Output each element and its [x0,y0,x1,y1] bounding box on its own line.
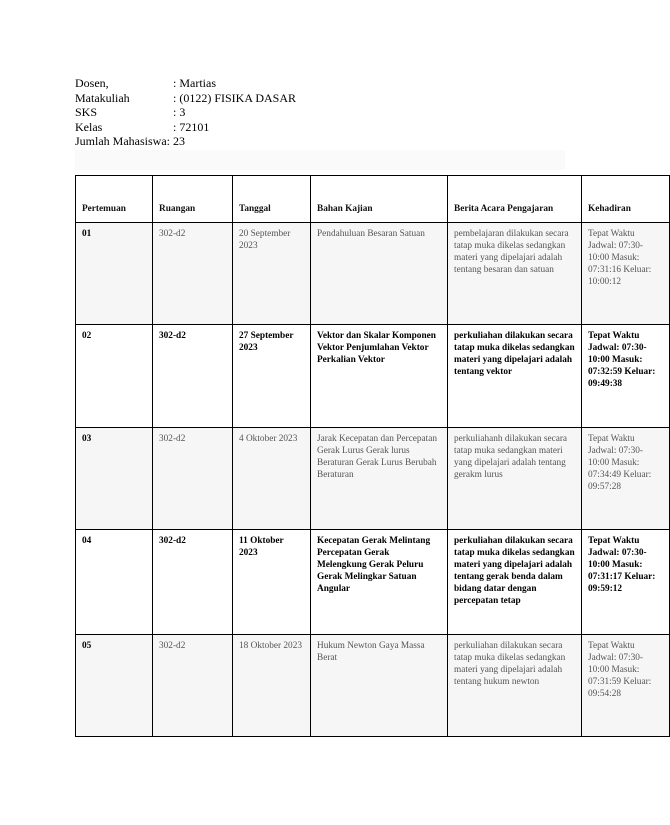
cell-tanggal: 18 Oktober 2023 [233,635,311,737]
cell-bahan-kajian: Vektor dan Skalar Komponen Vektor Penjumlahan Vektor Perkalian Vektor [311,325,448,428]
cell-berita-acara: perkuliahan dilakukan secara tatap muka dikelas sedangkan materi yang dipelajari adalah tentang vektor [448,325,582,428]
column-header-ruangan: Ruangan [153,176,233,223]
table-header-row [76,176,670,223]
cell-pertemuan: 04 [76,530,153,635]
table-row [76,325,670,428]
cell-berita-acara: perkuliahan dilakukan secara tatap muka dikelas sedangkan materi yang dipelajari adalah tentang hukum newton [448,635,582,737]
cell-pertemuan: 02 [76,325,153,428]
cell-bahan-kajian: Hukum Newton Gaya Massa Berat [311,635,448,737]
cell-ruangan: 302-d2 [153,223,233,325]
cell-berita-acara: pembelajaran dilakukan secara tatap muka dikelas sedangkan materi yang dipelajari adalah tentang besaran dan satuan [448,223,582,325]
cell-berita-acara: perkuliahanh dilakukan secara tatap muka sedangkan materi yang dipelajari adalah tentang gerakm lurus [448,428,582,530]
cell-tanggal: 27 September 2023 [233,325,311,428]
info-row-sks [75,105,296,120]
table-row [76,223,670,325]
course-info [75,76,296,149]
info-label: SKS [75,105,98,120]
table-row [76,428,670,530]
info-row-kelas [75,120,296,135]
cell-kehadiran: Tepat Waktu Jadwal: 07:30-10:00 Masuk: 07:31:59 Keluar: 09:54:28 [582,635,670,737]
separator-band [75,150,565,170]
cell-bahan-kajian: Kecepatan Gerak Melintang Percepatan Gerak Melengkung Gerak Peluru Gerak Melingkar Satuan Angular [311,530,448,635]
info-label: Dosen, [75,76,109,90]
table-row [76,635,670,737]
info-value: : 23 [166,134,185,149]
cell-bahan-kajian: Pendahuluan Besaran Satuan [311,223,448,325]
cell-kehadiran: Tepat Waktu Jadwal: 07:30-10:00 Masuk: 07:34:49 Keluar: 09:57:28 [582,428,670,530]
info-row-matakuliah [75,91,296,106]
cell-tanggal: 4 Oktober 2023 [233,428,311,530]
cell-kehadiran: Tepat Waktu Jadwal: 07:30-10:00 Masuk: 07:32:59 Keluar: 09:49:38 [582,325,670,428]
column-header-pertemuan: Pertemuan [76,176,153,223]
info-value: : (0122) FISIKA DASAR [173,90,297,105]
cell-berita-acara: perkuliahan dilakukan secara tatap muka dikelas sedangkan materi yang dipelajari adalah tentang gerak benda dalam bidang datar dengan percepatan tetap [448,530,582,635]
info-label: Kelas [75,119,103,134]
cell-ruangan: 302-d2 [153,635,233,737]
cell-kehadiran: Tepat Waktu Jadwal: 07:30-10:00 Masuk: 07:31:16 Keluar: 10:00:12 [582,223,670,325]
info-label: Matakuliah [75,90,130,105]
cell-tanggal: 11 Oktober 2023 [233,530,311,635]
cell-kehadiran: Tepat Waktu Jadwal: 07:30-10:00 Masuk: 07:31:17 Keluar: 09:59:12 [582,530,670,635]
info-value: : 3 [173,105,186,120]
cell-pertemuan: 01 [76,223,153,325]
attendance-table [75,175,670,737]
column-header-bahan-kajian: Bahan Kajian [311,176,448,223]
cell-ruangan: 302-d2 [153,325,233,428]
info-value: : Martias [173,76,216,90]
cell-ruangan: 302-d2 [153,530,233,635]
cell-bahan-kajian: Jarak Kecepatan dan Percepatan Gerak Lurus Gerak lurus Beraturan Gerak Lurus Berubah Beraturan [311,428,448,530]
cell-tanggal: 20 September 2023 [233,223,311,325]
column-header-tanggal: Tanggal [233,176,311,223]
cell-pertemuan: 03 [76,428,153,530]
info-label: Jumlah Mahasiswa [75,134,167,149]
column-header-berita-acara: Berita Acara Pengajaran [448,176,582,223]
column-header-kehadiran: Kehadiran [582,176,670,223]
info-row-jumlah-mahasiswa [75,134,296,149]
info-value: : 72101 [173,119,210,134]
info-row-dosen [75,76,296,91]
table-row [76,530,670,635]
cell-pertemuan: 05 [76,635,153,737]
cell-ruangan: 302-d2 [153,428,233,530]
